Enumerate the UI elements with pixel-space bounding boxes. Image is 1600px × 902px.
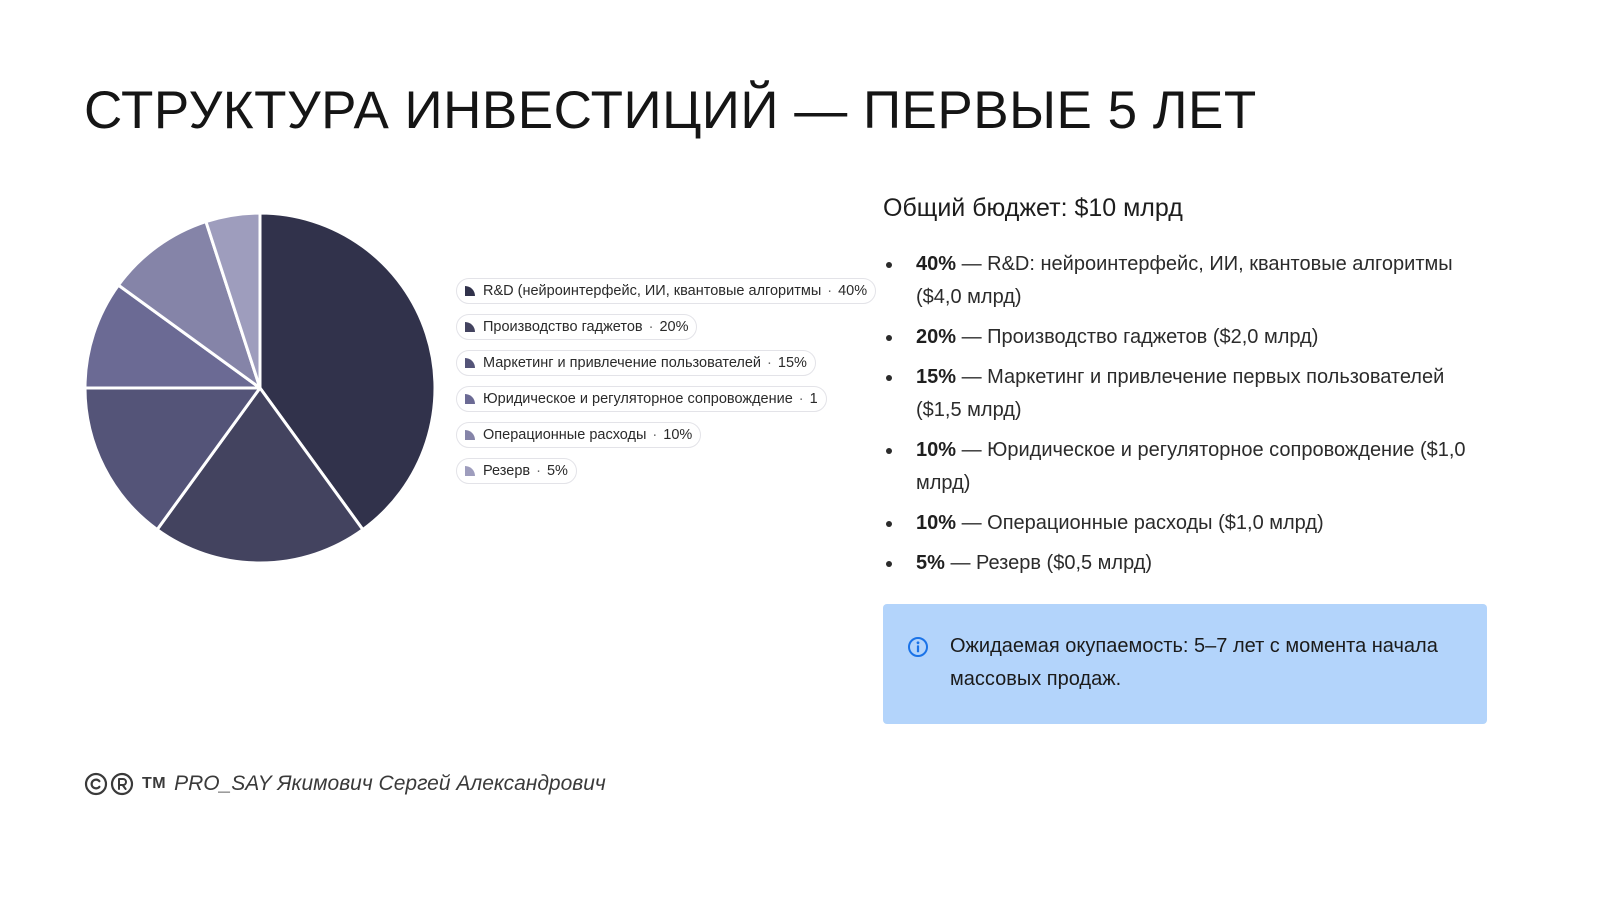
allocation-percent: 15% [916, 366, 957, 388]
pie-slice-icon [465, 286, 475, 296]
allocation-list [883, 248, 1483, 587]
trademark-mark: TM [142, 775, 167, 792]
pie-slice-icon [465, 466, 475, 476]
allocation-percent: 40% [916, 253, 957, 275]
allocation-item [883, 321, 1483, 354]
legend-label: Юридическое и регуляторное сопровождение [483, 391, 793, 407]
legend-separator: · [827, 283, 833, 299]
registered-icon [110, 772, 134, 796]
allocation-item [883, 547, 1483, 580]
info-icon [907, 636, 929, 658]
callout-text: Ожидаемая окупаемость: 5–7 лет с момента начала массовых продаж. [950, 635, 1438, 690]
legend-label: R&D (нейроинтерфейс, ИИ, квантовые алгоритмы [483, 283, 822, 299]
legend-item[interactable] [456, 314, 697, 340]
copyright-icon [84, 772, 108, 796]
pie-chart [82, 210, 438, 566]
legend-separator: · [652, 427, 658, 443]
allocation-item [883, 507, 1483, 540]
legend-item[interactable] [456, 386, 827, 412]
allocation-item [883, 434, 1483, 500]
pie-slice-icon [465, 358, 475, 368]
legend-item[interactable] [456, 350, 816, 376]
legend-label: Производство гаджетов [483, 319, 643, 335]
legend-value: 10% [663, 427, 693, 443]
allocation-percent: 5% [916, 552, 945, 574]
allocation-text: — Маркетинг и привлечение первых пользователей ($1,5 млрд) [916, 366, 1445, 421]
allocation-percent: 20% [916, 326, 957, 348]
legend-value: 20% [659, 319, 689, 335]
footer-marks [84, 772, 166, 796]
allocation-item [883, 248, 1483, 314]
chart-legend [456, 278, 868, 484]
legend-label: Резерв [483, 463, 531, 479]
legend-value: 5% [546, 463, 568, 479]
legend-separator: · [536, 463, 541, 479]
allocation-item [883, 361, 1483, 427]
allocation-percent: 10% [916, 439, 957, 461]
legend-item[interactable] [456, 278, 876, 304]
legend-label: Маркетинг и привлечение пользователей [483, 355, 762, 371]
allocation-text: — Юридическое и регуляторное сопровождение ($1,0 млрд) [916, 439, 1466, 494]
pie-slice-icon [465, 394, 475, 404]
allocation-text: — Резерв ($0,5 млрд) [944, 552, 1153, 574]
legend-separator: · [767, 355, 772, 371]
legend-item[interactable] [456, 458, 577, 484]
legend-value: 15% [777, 355, 807, 371]
legend-label: Операционные расходы [483, 427, 647, 443]
legend-separator: · [648, 319, 654, 335]
footer-author: PRO_SAY Якимович Сергей Александрович [174, 772, 606, 795]
legend-value: 1 [809, 391, 818, 407]
legend-separator: · [798, 391, 804, 407]
pie-slice-icon [465, 322, 475, 332]
pie-slice-icon [465, 430, 475, 440]
allocation-text: — Операционные расходы ($1,0 млрд) [956, 512, 1324, 534]
allocation-percent: 10% [916, 512, 957, 534]
allocation-text: — R&D: нейроинтерфейс, ИИ, квантовые алгоритмы ($4,0 млрд) [916, 253, 1453, 308]
slide-title: СТРУКТУРА ИНВЕСТИЦИЙ — ПЕРВЫЕ 5 ЛЕТ [84, 81, 1257, 140]
footer [84, 772, 606, 796]
payback-callout [883, 604, 1487, 724]
pie-chart-svg [82, 210, 438, 566]
budget-title: Общий бюджет: $10 млрд [883, 194, 1183, 222]
allocation-text: — Производство гаджетов ($2,0 млрд) [956, 326, 1319, 348]
legend-item[interactable] [456, 422, 701, 448]
legend-value: 40% [838, 283, 868, 299]
